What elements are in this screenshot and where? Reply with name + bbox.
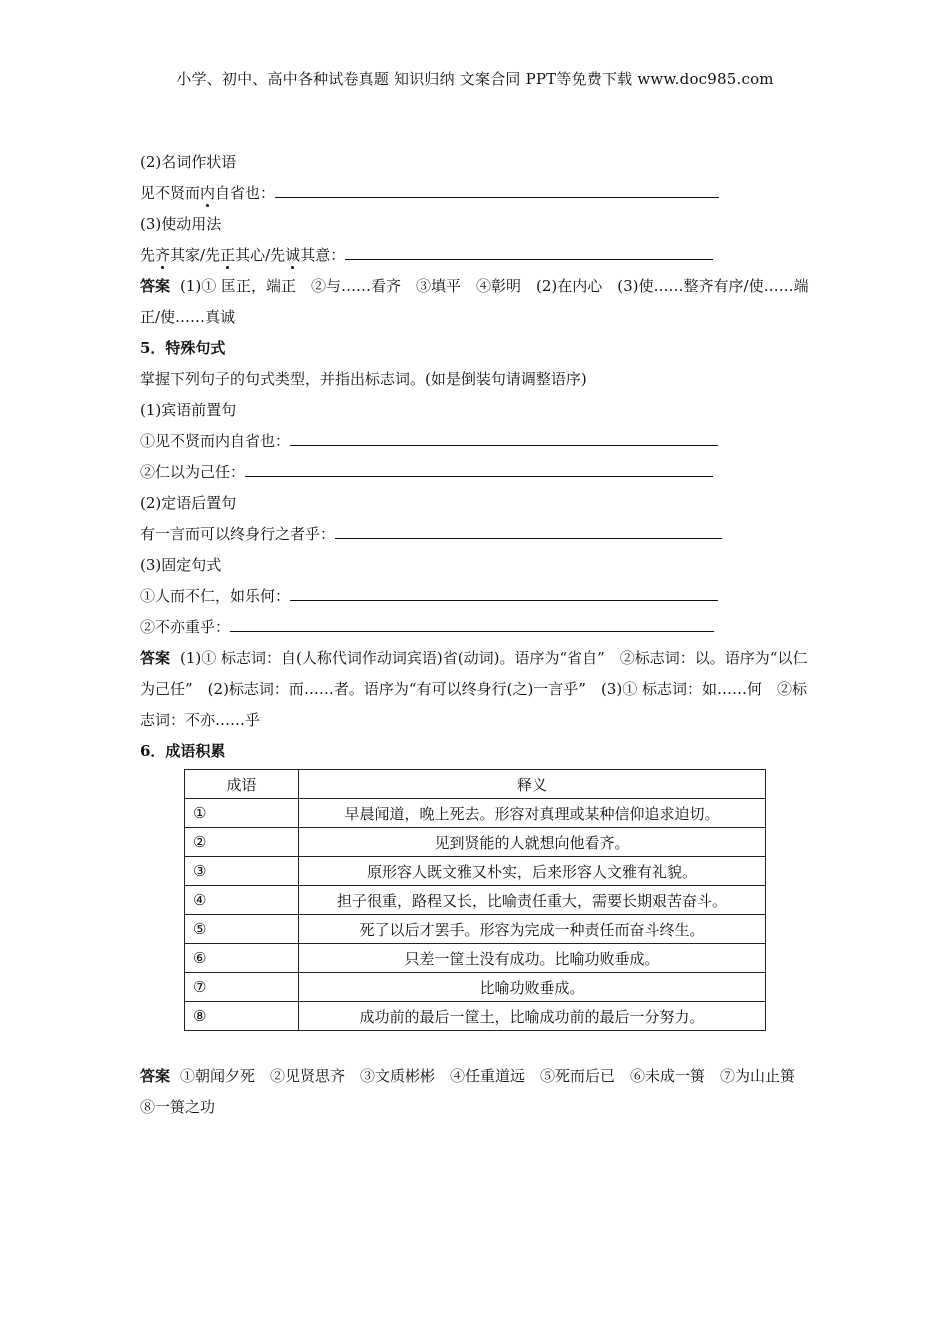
- column-header-idiom: 成语: [185, 770, 299, 799]
- table-row: [185, 828, 766, 857]
- answer-blank[interactable]: [345, 241, 713, 260]
- row-definition: 成功前的最后一筐土，比喻成功前的最后一分努力。: [299, 1002, 766, 1031]
- table-row: [185, 857, 766, 886]
- table-row: [185, 944, 766, 973]
- emphasis-char: 诚: [285, 246, 301, 264]
- table-row: [185, 799, 766, 828]
- column-header-definition: 释义: [299, 770, 766, 799]
- table-row: [185, 886, 766, 915]
- answer-blank[interactable]: [230, 613, 714, 632]
- row-definition: 比喻功败垂成。: [299, 973, 766, 1002]
- section-causative-title: (3)使动用法: [140, 215, 222, 233]
- row-definition: 只差一筐土没有成功。比喻功败垂成。: [299, 944, 766, 973]
- question-5-3: 有一言而可以终身行之者乎：: [140, 519, 812, 550]
- table-row: [185, 973, 766, 1002]
- table-row: [185, 1002, 766, 1031]
- emphasis-char: 齐: [155, 246, 171, 264]
- row-definition: 原形容人既文雅又朴实，后来形容人文雅有礼貌。: [299, 857, 766, 886]
- question-5-5: ②不亦重乎：: [140, 612, 812, 643]
- answer-blank[interactable]: [290, 582, 718, 601]
- row-definition: 担子很重，路程又长，比喻责任重大，需要长期艰苦奋斗。: [299, 886, 766, 915]
- answer-blank[interactable]: [290, 427, 718, 446]
- table-header-row: [185, 770, 766, 799]
- question-5-4: ①人而不仁，如乐何：: [140, 581, 812, 612]
- row-number: ⑤: [185, 915, 299, 944]
- answer-blank[interactable]: [335, 520, 722, 539]
- row-number: ③: [185, 857, 299, 886]
- sub-object-preposition: (1)宾语前置句: [140, 401, 237, 419]
- question-noun-adverbial: 见不贤而内自省也：: [140, 178, 812, 209]
- row-definition: 死了以后才罢手。形容为完成一种责任而奋斗终生。: [299, 915, 766, 944]
- question-5-1: ①见不贤而内自省也：: [140, 426, 812, 457]
- table-row: [185, 915, 766, 944]
- section-6-title: 6．成语积累: [140, 742, 226, 760]
- row-number: ⑥: [185, 944, 299, 973]
- main-content: [140, 147, 812, 767]
- row-number: ④: [185, 886, 299, 915]
- sub-fixed-pattern: (3)固定句式: [140, 556, 222, 574]
- page-header: 小学、初中、高中各种试卷真题 知识归纳 文案合同 PPT等免费下载 www.doc985.com: [176, 70, 774, 88]
- row-definition: 见到贤能的人就想向他看齐。: [299, 828, 766, 857]
- section-5-title: 5．特殊句式: [140, 339, 226, 357]
- emphasis-char: 正: [220, 246, 236, 264]
- idiom-table: [184, 769, 766, 1031]
- row-number: ⑦: [185, 973, 299, 1002]
- row-definition: 早晨闻道，晚上死去。形容对真理或某种信仰追求迫切。: [299, 799, 766, 828]
- answer-block-1: 答案 (1)① 匡正，端正 ②与……看齐 ③填平 ④彰明 (2)在内心 (3)使……整齐有序/使……端正/使……真诚: [140, 277, 809, 326]
- question-5-2: ②仁以为己任：: [140, 457, 812, 488]
- answer-block-3: 答案 ①朝闻夕死 ②见贤思齐 ③文质彬彬 ④任重道远 ⑤死而后已 ⑥未成一篑 ⑦为山止篑 ⑧一篑之功: [140, 1067, 811, 1116]
- question-causative: 先齐其家/先正其心/先诚其意：: [140, 240, 812, 271]
- row-number: ①: [185, 799, 299, 828]
- row-number: ⑧: [185, 1002, 299, 1031]
- answer-block-2: 答案 (1)① 标志词：自(人称代词作动词宾语)省(动词)。语序为“省自” ②标志词：以。语序为“以仁为己任” (2)标志词：而……者。语序为“有可以终身行(之)一言乎” (3)① 标志词：如……何 ②标志词：不亦……乎: [140, 649, 808, 729]
- sub-attributive-postposition: (2)定语后置句: [140, 494, 237, 512]
- section-noun-adverbial-title: (2)名词作状语: [140, 153, 237, 171]
- row-number: ②: [185, 828, 299, 857]
- answer-blank[interactable]: [275, 179, 719, 198]
- answer-blank[interactable]: [245, 458, 713, 477]
- section-5-intro: 掌握下列句子的句式类型，并指出标志词。(如是倒装句请调整语序): [140, 370, 587, 388]
- emphasis-char: 内: [200, 184, 216, 202]
